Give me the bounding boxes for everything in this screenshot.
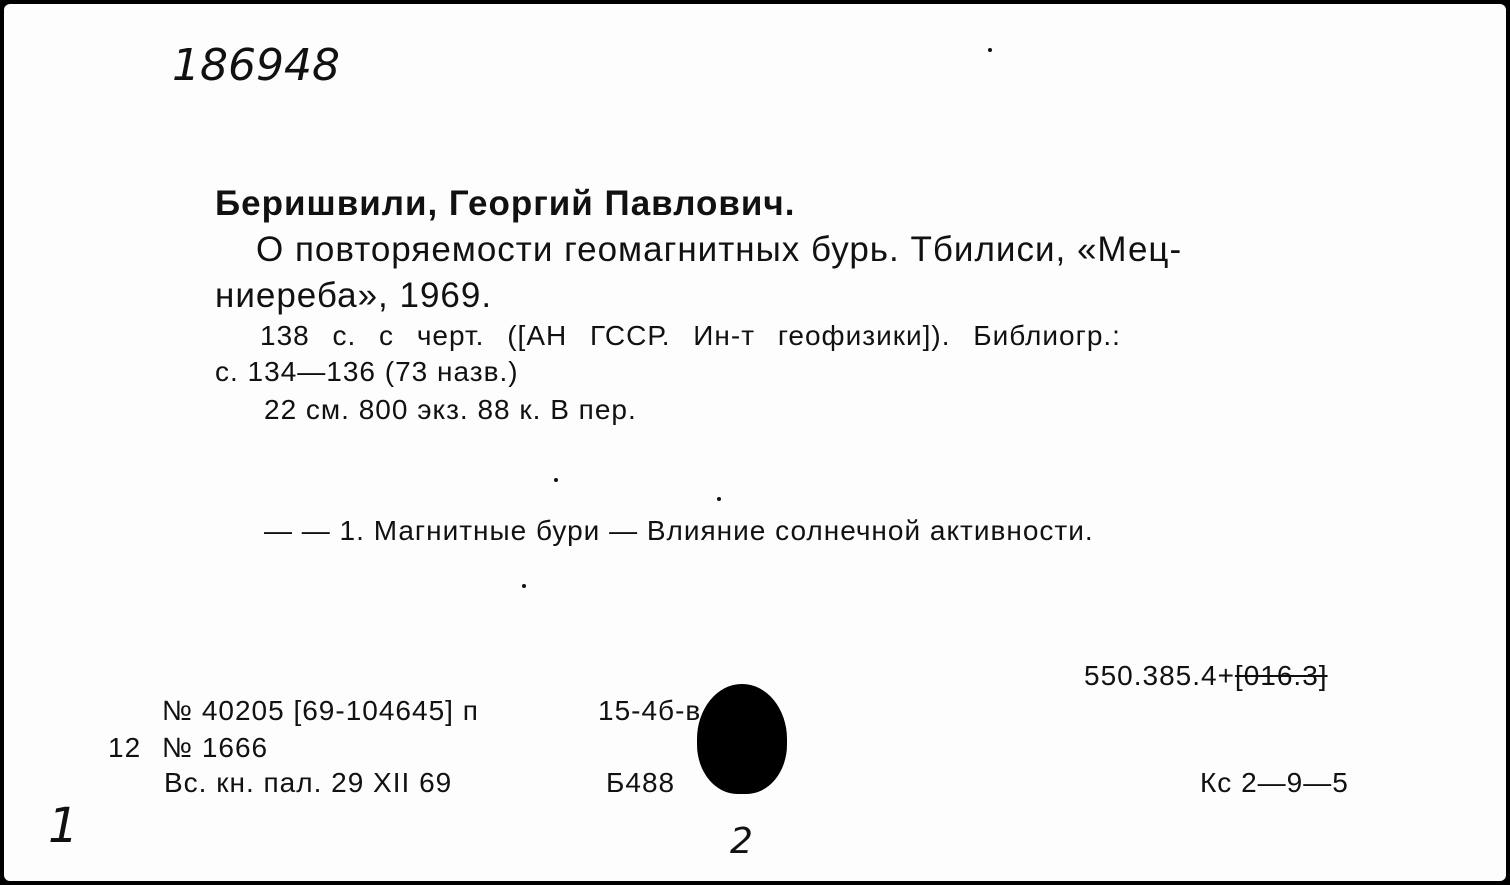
print-code: Б488 (606, 767, 676, 798)
book-chamber-line: Вс. кн. пал. 29 XII 69 (164, 767, 453, 798)
print-speck (717, 497, 721, 501)
udc-classification (1084, 662, 1328, 690)
physical-description-line-2: с. 134—136 (73 назв.) (215, 356, 519, 387)
edition-line: 22 см. 800 экз. 88 к. В пер. (264, 394, 637, 425)
punch-hole (697, 684, 787, 794)
record-number: № 40205 [69-104645] п (162, 695, 479, 726)
copies-number: № 1666 (162, 732, 269, 763)
shelf-code: Кс 2—9—5 (1200, 767, 1349, 798)
bottom-mark: 2 (730, 821, 753, 862)
physical-description-line-1: 138 с. с черт. ([АН ГССР. Ин-т геофизики]). Библиогр.: (260, 320, 1121, 351)
author-heading: Беришвили, Георгий Павлович. (215, 184, 796, 223)
print-speck (988, 48, 992, 52)
udc-main: 550.385.4+ (1084, 660, 1235, 691)
print-speck (554, 478, 558, 482)
udc-struck: [016.3] (1234, 660, 1328, 691)
subject-heading: — — 1. Магнитные бури — Влияние солнечной активности. (264, 515, 1094, 546)
print-speck (522, 584, 526, 588)
record-code: 15-4б-в (598, 695, 702, 726)
title-line-1: О повторяемости геомагнитных бурь. Тбилиси, «Мец- (256, 230, 1183, 269)
copies-prefix: 12 (108, 732, 142, 763)
title-line-2: ниереба», 1969. (215, 276, 493, 315)
catalog-card (4, 4, 1506, 881)
margin-mark: 1 (48, 798, 79, 854)
accession-number-handwritten: 186948 (172, 40, 340, 91)
